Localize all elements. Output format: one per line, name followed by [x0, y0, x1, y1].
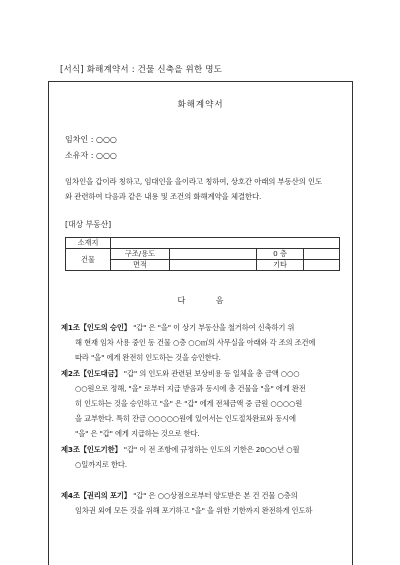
lessee-line: 임차인 : ○○○: [65, 135, 117, 144]
article-3: [61, 442, 344, 472]
target-property-label: [대상 부동산]: [65, 220, 112, 229]
article-line: "을" 은 "갑" 에게 지급하는 것으로 한다.: [75, 429, 200, 438]
article-line: ○일까지로 한다.: [75, 460, 127, 469]
article-head: 제4조【권리의 포기】: [61, 491, 131, 500]
article-text: "갑" 이 전 조항에 규정하는 인도의 기한은 20○○년 ○월: [123, 445, 300, 454]
article-line: 해 현재 임차 사용 중인 동 건물 ○층 ○○㎡의 사무실을 아래와 각 조의 조건에: [75, 338, 316, 347]
article-head: 제3조【인도기한】: [61, 445, 122, 454]
location-value: [111, 238, 340, 249]
intro-line: 임차인을 갑이라 칭하고, 임대인을 을이라고 칭하여, 상호간 아래의 부동산의 인도: [65, 177, 323, 186]
intro-line: 와 관련하여 다음과 같은 내용 및 조건의 화해계약을 체결한다.: [65, 192, 262, 201]
page-label: [서식] 화해계약서 : 건물 신축을 위한 명도: [60, 65, 223, 75]
article-2: [61, 366, 344, 441]
other-label: 기타: [257, 260, 304, 271]
article-line: [61, 442, 344, 457]
property-table: [65, 237, 340, 271]
structure-label: 구조/용도: [111, 249, 170, 260]
other-value: [304, 260, 340, 271]
area-label: 면적: [111, 260, 170, 271]
article-line: 임차권 외에 모든 것을 위해 포기하고 "을" 을 위한 기한까지 완전하게 인도하: [75, 506, 313, 515]
floors-value: [304, 249, 340, 260]
article-line: [61, 488, 344, 503]
article-text: "갑" 의 인도와 관련된 보상비용 등 일체을 총 금액 ○○○: [123, 369, 300, 378]
article-line: [61, 366, 344, 381]
document-title: 화해계약서: [177, 100, 224, 110]
floors-label: 0 층: [257, 249, 304, 260]
article-line: 히 인도하는 것을 승인하고 "을" 은 "갑" 에게 전체금액 중 금원 ○○○○원: [75, 399, 303, 408]
article-1: [61, 320, 344, 365]
article-head: 제2조【인도대금】: [61, 369, 122, 378]
article-text: "갑" 은 "을" 이 상기 부동산을 철거하여 신축하기 위: [133, 323, 295, 332]
heading-da-eum: 다 음: [177, 296, 238, 305]
structure-value: [170, 249, 257, 260]
owner-line: 소유자 : ○○○: [65, 151, 117, 160]
article-line: ○○원으로 정해, "을" 로부터 지급 받음과 동시에 총 건물을 "을" 에게 완전: [75, 384, 306, 393]
article-line: [61, 320, 344, 335]
article-head: 제1조【인도의 승인】: [61, 323, 131, 332]
article-text: "갑" 은 ○○상점으로부터 양도받은 본 건 건물 ○층의: [133, 491, 298, 500]
article-line: 을 교부한다. 특히 잔금 ○○○○○원에 있어서는 인도절차완료와 동시에: [75, 414, 296, 423]
building-label: 건물: [66, 249, 111, 271]
location-label: 소재지: [66, 238, 111, 249]
article-line: 따라 "을" 에게 완전히 인도하는 것을 승인한다.: [75, 353, 221, 362]
article-4: [61, 488, 344, 518]
document-frame: [48, 81, 353, 565]
intro-paragraph: [65, 174, 340, 204]
area-value: [170, 260, 257, 271]
